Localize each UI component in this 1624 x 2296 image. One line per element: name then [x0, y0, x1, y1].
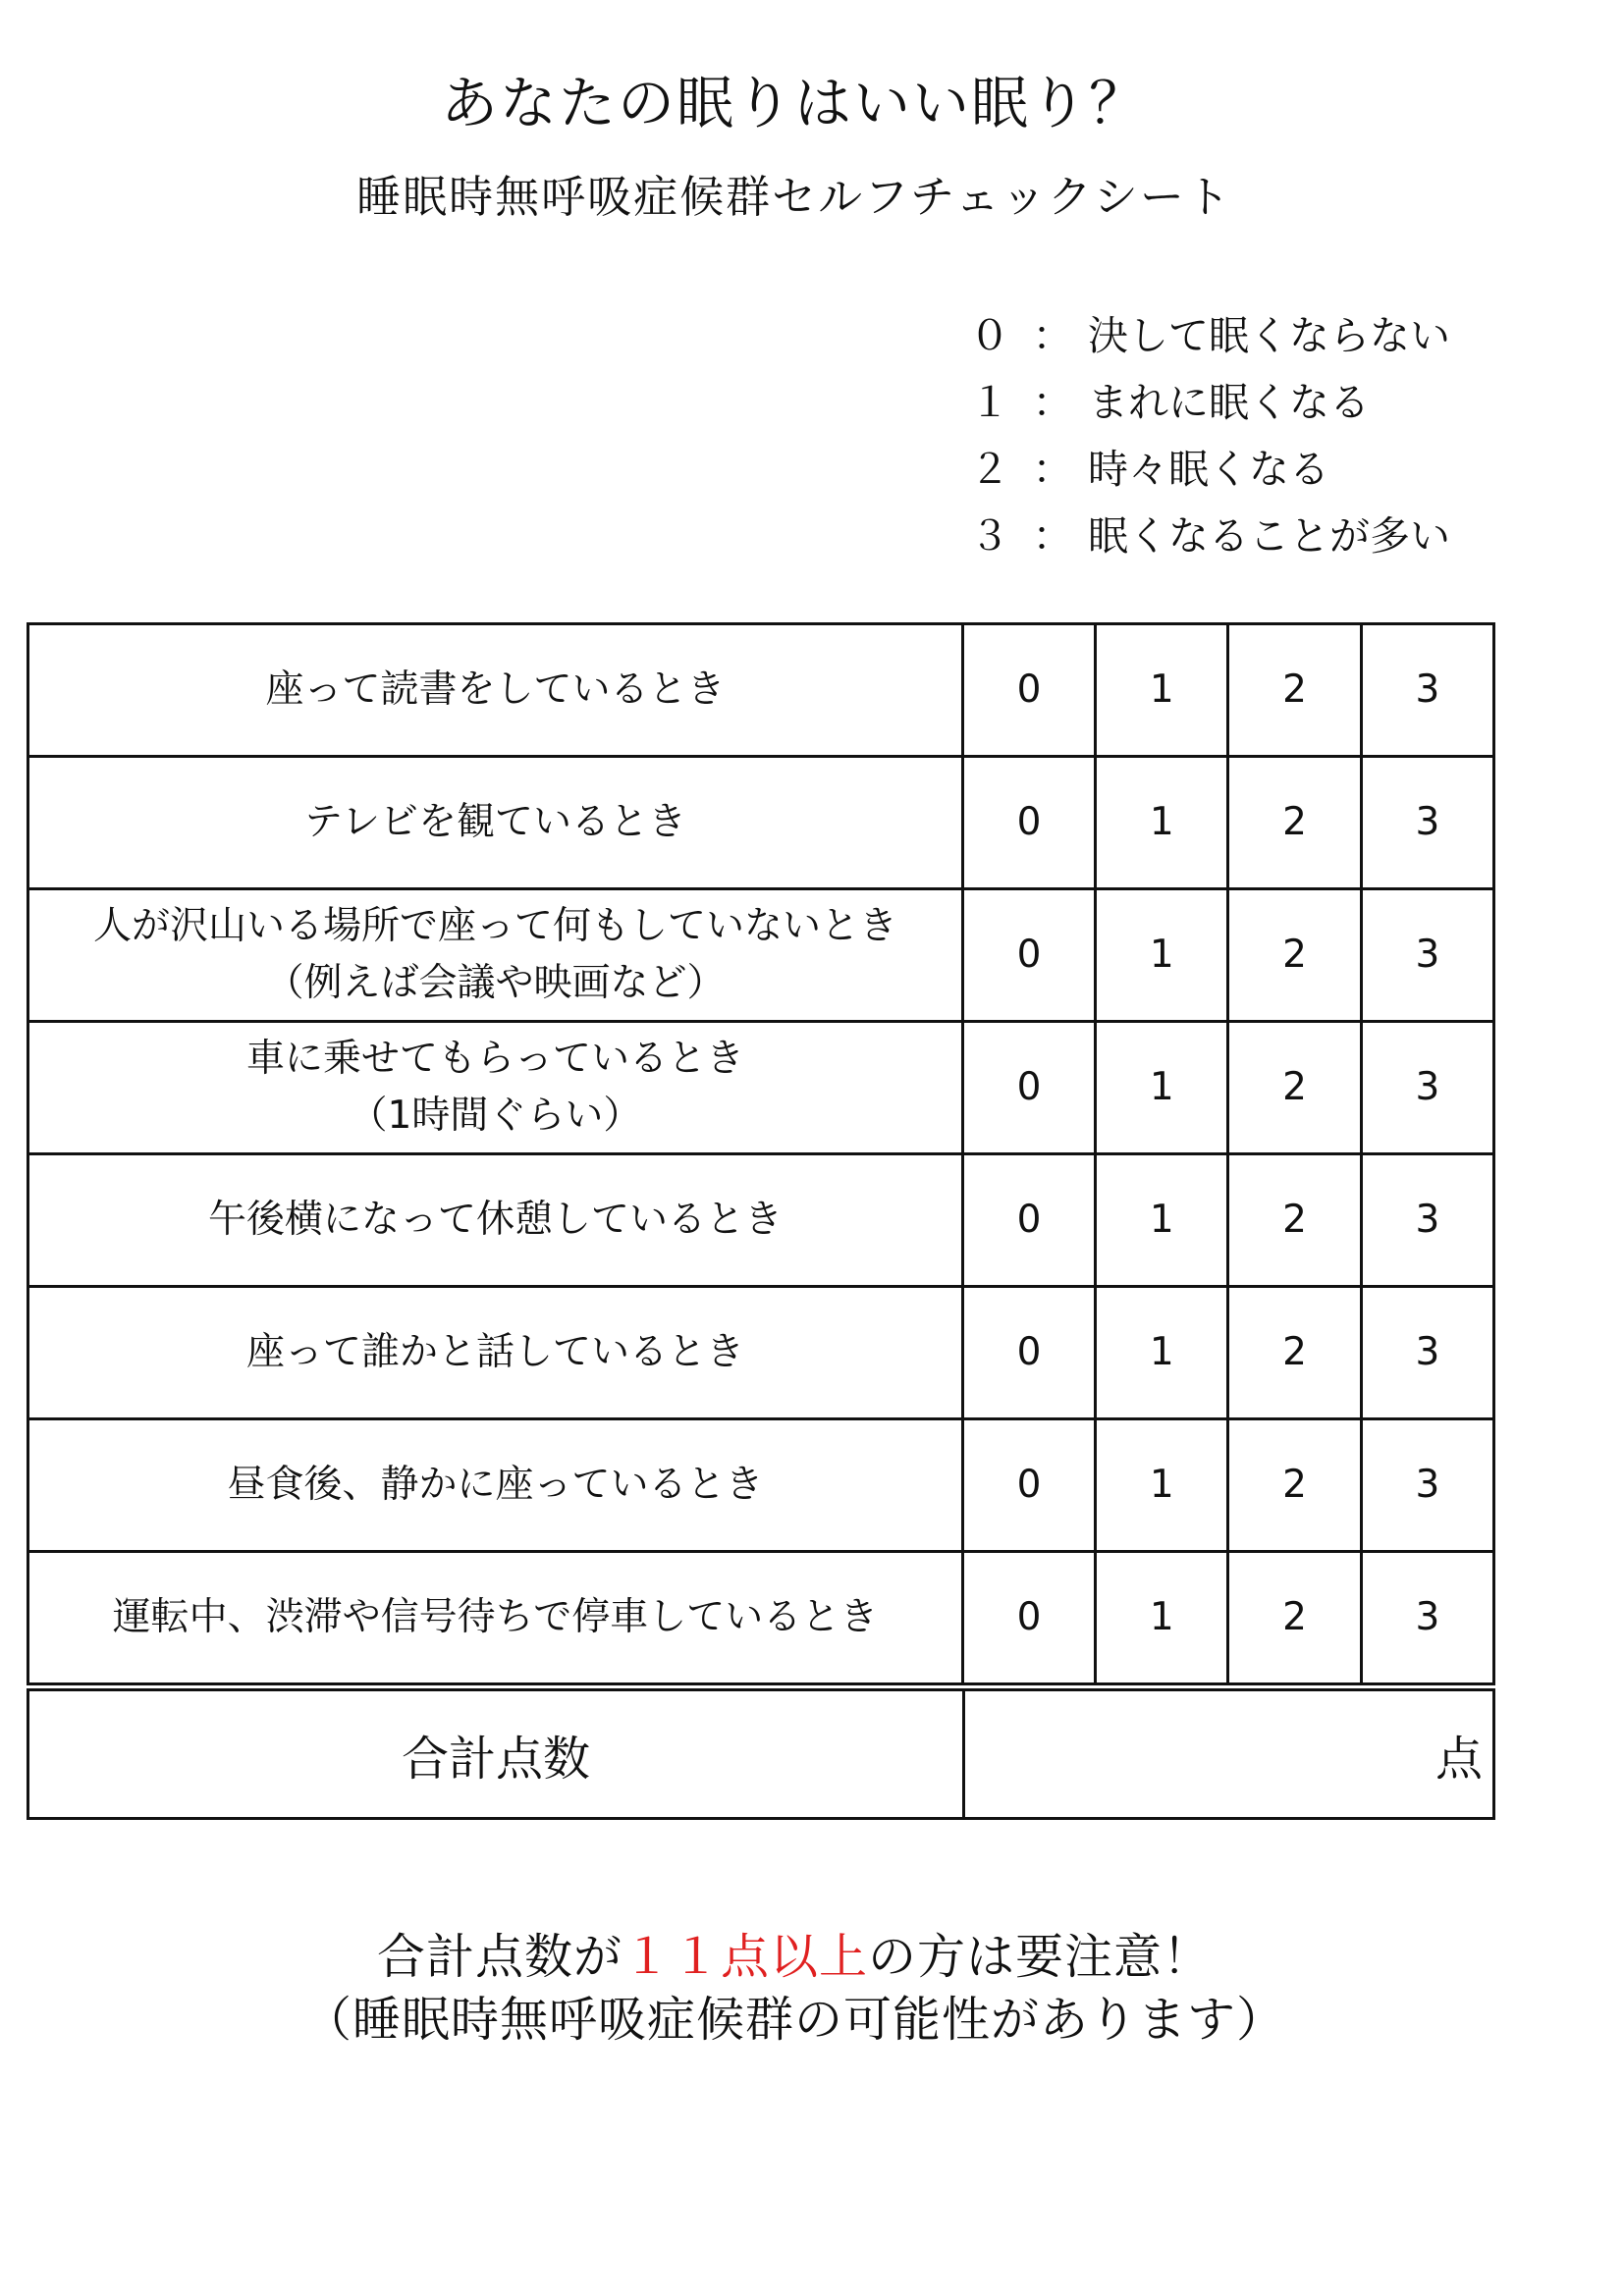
warning-line-2: （睡眠時無呼吸症候群の可能性があります）: [302, 1992, 1285, 2048]
question-text: 運転中、渋滞や信号待ちで停車しているとき: [112, 1594, 879, 1639]
question-row: [28, 624, 1494, 757]
score-option-0[interactable]: 0: [962, 1022, 1095, 1154]
score-legend: [962, 298, 1512, 565]
warning-threshold: １１点以上: [622, 1929, 868, 1985]
legend-colon: ：: [1032, 378, 1073, 426]
score-option-1[interactable]: 1: [1096, 889, 1228, 1022]
score-option-2[interactable]: 2: [1228, 1154, 1361, 1287]
score-option-2[interactable]: 2: [1228, 1552, 1361, 1684]
question-row: [28, 889, 1494, 1022]
question-cell: [28, 1419, 963, 1552]
score-option-2[interactable]: 2: [1228, 889, 1361, 1022]
question-text: 人が沢山いる場所で座って何もしていないとき: [92, 903, 897, 948]
question-row: [28, 1022, 1494, 1154]
check-table: [27, 622, 1495, 1685]
total-score-cell[interactable]: [964, 1690, 1494, 1819]
question-text: 昼食後、静かに座っているとき: [227, 1462, 764, 1507]
score-option-3[interactable]: 3: [1361, 1287, 1493, 1419]
legend-number: ３: [969, 511, 1010, 560]
score-option-1[interactable]: 1: [1096, 757, 1228, 889]
legend-text: 時々眠くなる: [1088, 445, 1329, 493]
question-cell: [28, 1154, 963, 1287]
legend-text: 眠くなることが多い: [1088, 511, 1450, 560]
score-option-0[interactable]: 0: [962, 624, 1095, 757]
question-subtext: （1時間ぐらい）: [349, 1094, 642, 1138]
legend-row: [962, 298, 1512, 365]
legend-row: [962, 499, 1512, 565]
question-cell: [28, 757, 963, 889]
question-row: [28, 1287, 1494, 1419]
score-option-3[interactable]: 3: [1361, 1154, 1493, 1287]
total-unit: 点: [1435, 1731, 1483, 1787]
score-option-2[interactable]: 2: [1228, 1419, 1361, 1552]
score-option-0[interactable]: 0: [962, 1154, 1095, 1287]
legend-row: [962, 432, 1512, 499]
score-option-1[interactable]: 1: [1096, 1552, 1228, 1684]
score-option-3[interactable]: 3: [1361, 757, 1493, 889]
question-text: テレビを観ているとき: [303, 799, 687, 844]
score-option-3[interactable]: 3: [1361, 1419, 1493, 1552]
score-option-2[interactable]: 2: [1228, 757, 1361, 889]
score-option-2[interactable]: 2: [1228, 1287, 1361, 1419]
legend-number: １: [969, 378, 1010, 426]
question-text: 午後横になって休憩しているとき: [207, 1197, 783, 1242]
score-option-0[interactable]: 0: [962, 1552, 1095, 1684]
score-option-1[interactable]: 1: [1096, 1419, 1228, 1552]
score-option-1[interactable]: 1: [1096, 624, 1228, 757]
warning-suffix: の方は要注意！: [868, 1929, 1213, 1985]
legend-colon: ：: [1032, 445, 1073, 493]
page-title: あなたの眠りはいい眠り？: [440, 70, 1148, 136]
question-cell: [28, 1552, 963, 1684]
check-table-body: [28, 624, 1494, 1684]
score-option-2[interactable]: 2: [1228, 624, 1361, 757]
score-option-1[interactable]: 1: [1096, 1022, 1228, 1154]
total-row: [28, 1690, 1494, 1819]
legend-text: 決して眠くならない: [1088, 311, 1450, 359]
score-option-0[interactable]: 0: [962, 1419, 1095, 1552]
score-option-2[interactable]: 2: [1228, 1022, 1361, 1154]
score-option-0[interactable]: 0: [962, 757, 1095, 889]
score-option-0[interactable]: 0: [962, 889, 1095, 1022]
question-row: [28, 1552, 1494, 1684]
legend-number: ０: [969, 311, 1010, 359]
score-option-1[interactable]: 1: [1096, 1154, 1228, 1287]
question-text: 座って誰かと話しているとき: [245, 1329, 744, 1374]
page-subtitle: 睡眠時無呼吸症候群セルフチェックシート: [356, 171, 1232, 223]
legend-row: [962, 365, 1512, 432]
warning-line-1: [0, 1926, 1589, 1989]
score-option-0[interactable]: 0: [962, 1287, 1095, 1419]
total-label: 合計点数: [28, 1690, 964, 1819]
legend-number: ２: [969, 445, 1010, 493]
question-row: [28, 757, 1494, 889]
score-option-3[interactable]: 3: [1361, 624, 1493, 757]
question-row: [28, 1419, 1494, 1552]
question-subtext: （例えば会議や映画など）: [265, 961, 726, 1005]
score-option-3[interactable]: 3: [1361, 1552, 1493, 1684]
question-row: [28, 1154, 1494, 1287]
score-option-3[interactable]: 3: [1361, 1022, 1493, 1154]
question-cell: [28, 1022, 963, 1154]
score-option-1[interactable]: 1: [1096, 1287, 1228, 1419]
legend-colon: ：: [1032, 511, 1073, 560]
legend-colon: ：: [1032, 311, 1073, 359]
score-option-3[interactable]: 3: [1361, 889, 1493, 1022]
question-cell: [28, 624, 963, 757]
legend-text: まれに眠くなる: [1088, 378, 1370, 426]
total-table: [27, 1688, 1495, 1820]
question-cell: [28, 889, 963, 1022]
question-cell: [28, 1287, 963, 1419]
warning-note: [0, 1926, 1589, 2052]
question-text: 車に乗せてもらっているとき: [245, 1036, 744, 1081]
warning-prefix: 合計点数が: [376, 1929, 623, 1985]
question-text: 座って読書をしているとき: [265, 667, 726, 712]
